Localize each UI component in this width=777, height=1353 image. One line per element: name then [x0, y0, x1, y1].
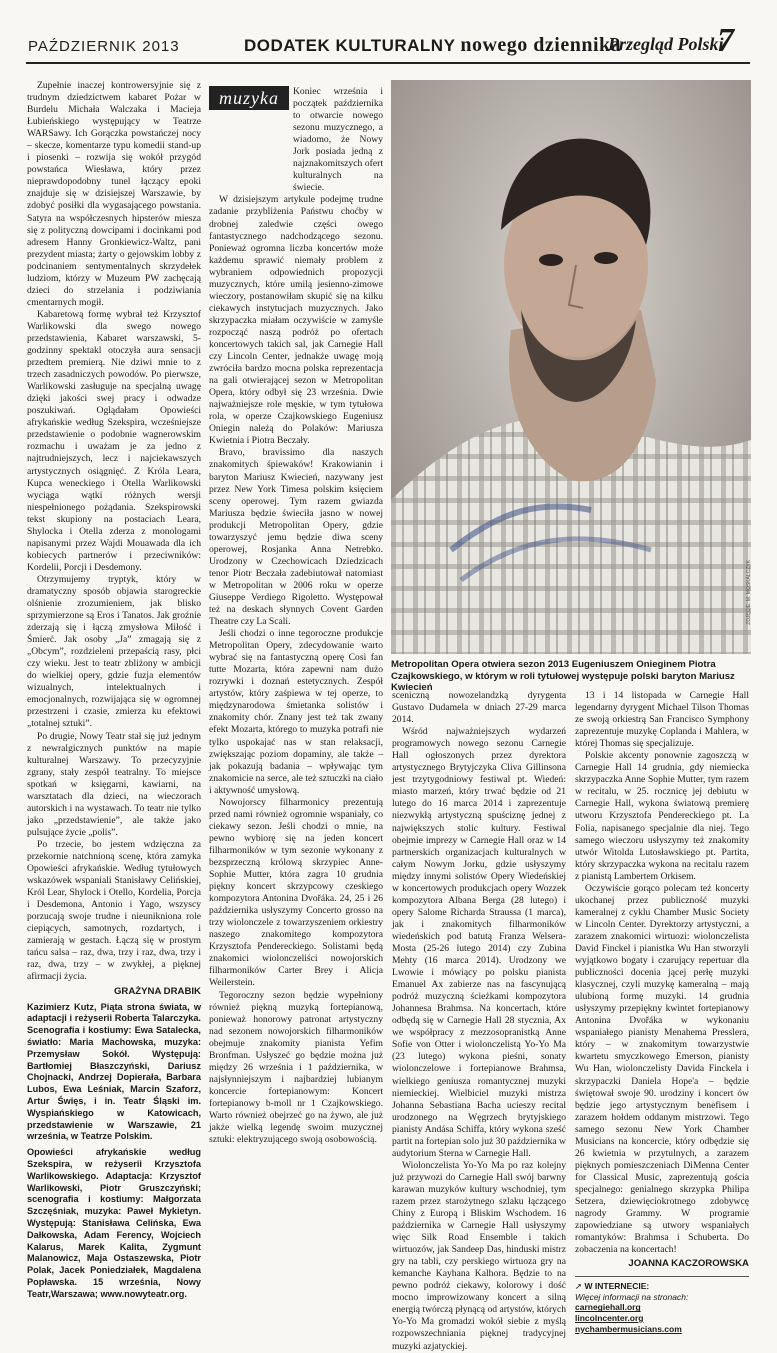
paragraph: Jeśli chodzi o inne tegoroczne produkcje Metropolitan Opery, zdecydowanie warto wybrać się na fantastyczną operę Così fan tutte Mozarta, która zapewni nam dużo rozrywki i doznań estetycznych. Zespół artystów, który zaśpiewa w tej operze, to międzynarodowa śmietanka solistów i znakomity chór. Znany jest też tak zwany efekt Mozarta, którego to muzyka potrafi nie tylko uspokajać nas w stan relaksacji, zwiększając poziom dopaminy, ale także – jak pokazują badania – wpływając tym znakomicie na serce, ale też sztuczki na ciało i aktywność umysłową. — [209, 628, 383, 796]
paragraph: Nowojorscy filharmonicy prezentują przed nami również ogromnie wspaniały, co ciekawy sezon. Jeśli chodzi o mnie, na pewno wybiorę się na jeden koncert filharmoników w tym sezonie wykonany z bezsprzeczną królową skrzypiec Anne-Sophie Mutter, która zagra 10 grudnia piękny koncert skrzypcowy czeskiego kompozytora Antonina Dvořáka. 24, 25 i 26 października usłyszymy Concerto grosso na trzy wiolonczele z towarzyszeniem orkiestry naszego znakomitego kompozytora Krzysztofa Pendereckiego. Solistami będą znakomici wiolonczeliści nowojorskich filharmoników Carter Brey i Alicja Weilerstein. — [209, 796, 383, 989]
page-header — [0, 0, 777, 70]
column-theatre-review — [27, 80, 201, 1299]
paragraph: Tegoroczny sezon będzie wypełniony również piękną muzyką fortepianową, ponieważ honorowy patronat artystyczny nad sezonem nowojorskich filharmoników obejmuje znakomity pianista Yefim Bronfman. Usłyszeć go będzie można już między 26 września i 1 października, w najsłynniejszym i najbardziej lubianym koncercie fortepianowym: Koncert fortepianowy b-moll nr 1 Czajkowskiego. Warto również obejrzeć go na żywo, ale już jakże wielką legendę swoim muzycznej sztuki: elektryzującego swoją osobowością. — [209, 989, 383, 1146]
paragraph: Polskie akcenty ponownie zagoszczą w Carnegie Hall 14 grudnia, gdy niemiecka skrzypaczka Anne Sophie Mutter, tym razem w recitalu, w 25. rocznicę jej debiutu w Carnegie Hall, wykona światową premierę utworu Krzysztofa Pendereckiego pt. La Folia, napisanego specjalnie dla niej. Tego samego wieczoru usłyszymy też znakomity utwór Witolda Lutosławskiego pt. Partita, który skrzypaczka wykona na recitalu razem z pianistą Lambertem Orkisem. — [575, 750, 749, 882]
paragraph: Wśród najważniejszych wydarzeń programowych nowego sezonu Carnegie Hall ogłoszonych przez dyrektora artystycznego Brytyjczyka Cliva Gillinsona jest trzytygodniowy festiwal pt. Wiedeń: miasto marzeń, który trwać będzie od 21 lutego do 16 marca 2014 i zaprezentuje niezwykłą artystyczną spuściznę jednej z największych stolic kultury. Festiwal obejmie imprezy w Carnegie Hall oraz w 14 partnerskich organizacjach kulturalnych w całym Nowym Jorku, gdzie usłyszymy między innymi solistów Opery Wiedeńskiej w koncertowych produkcjach opery Wozzek kompozytora Albana Berga (28 lutego) i opery Salome Richarda Straussa (1 marca), jak i znakomitych filharmoników wiedeńskich pod batutą Franza Welsera-Mosta (25-26 lutego 2014) czy Zubina Mehty (16 marca 2014). Urodzony we Lwowie i mówiący po polsku pianista Emanuel Ax zabierze nas na fascynującą podróż muzyczną ścieżkami kompozytora Johannesa Brahmsa. Na koncertach, które odbędą się w Carnegie Hall 28 stycznia, Ax we współpracy z mezzosopranistką Anne Sofie von Otter i wiolonczelistą Yo-Yo Ma (23 lutego) wykona pieśni, sonaty wiolonczelowe i fortepianowe Brahmsa, wielkiego geniusza romantycznej muzyki niemieckiej. Wielbiciel muzyki mistrza Johanna Sebastiana Bacha ucieszy recital urodzonego na Węgrzech brytyjskiego pianisty Andása Schiffa, który wykona sześć partit na fortepian solo już 30 października w audytorium Sterna w Carnegie Hall. — [392, 726, 566, 1159]
photo-caption: Metropolitan Opera otwiera sezon 2013 Eugeniuszem Onieginem Piotra Czajkowskiego, w którym w roli tytułowej występuje polski baryton Mariusz Kwiecień — [391, 659, 735, 694]
paragraph: Po trzecie, bo jestem wdzięczna za przekornie natchnioną scenę, która zamyka Opowieści afrykańskie. Według tytułowych wskazówek wspaniali Stanisławy Celińskiej, Król Lear, Shylock i Otello, Kordelia, Porcja i Desdemona, Antonio i Yago, wszyscy porzucają swoje trudne i nieunikniona role ciepiących, samotnych, rozdartych, i zamierają w gestach. Łączą się w prostym tańcu salsa – raz, dwa, trzy i raz, dwa, trzy i raz, dwa, trzy – w zwykłej, a pięknej afirmacji życia. — [27, 838, 201, 983]
paragraph: 13 i 14 listopada w Carnegie Hall legendarny dyrygent Michael Tilson Thomas ze swoją orkiestrą San Francisco Symphony zaprezentuje muzykę Coplanda i Mahlera, w której Thomas się specjalizuje. — [575, 690, 749, 750]
web-heading-row — [575, 1281, 749, 1292]
portrait-illustration — [391, 80, 751, 654]
column-music-end — [575, 690, 749, 1334]
header-rule — [26, 62, 750, 64]
supplement-title — [244, 34, 621, 57]
newspaper-name: nowego dziennika — [460, 34, 622, 56]
column-music-article — [209, 86, 383, 1146]
paragraph: Kabaretową formę wybrał też Krzysztof Warlikowski dla swego nowego przedstawienia, Kabaret warszawski, 5-godzinny spektakl otoczyła aura sensacji przedtem premierą. Nie dziwi mnie to z trzech zasadniczych powodów. Po pierwsze, Warlikowski zasługuje na specjalną uwagę dzięki jakości swej pracy i odwadze poszukiwań. Oglądałam Opowieści afrykańskie według Szekspira, wcześniejsze przedstawienie o podobnie wagnerowskim rozmachu i uważam je za jedno z najtrudniejszych, lecz i najciekawszych artystycznych osiągnięć. Z Króla Leara, Kupca weneckiego i Otella Warlikowski wyciąga wątki różnych wersji niespełnionego pożądania. Szekspirowski tekst skupiony na postaciach Leara, Shylocka i Otella zderza z monologami napisanymi przez Wajdi Mouawada dla ich kobiecych partnerów i przeciwników: Kordelii, Porcji i Desdemony. — [27, 308, 201, 573]
web-heading: W INTERNECIE: — [584, 1281, 650, 1292]
author-signature: GRAŻYNA DRABIK — [113, 985, 201, 997]
paragraph: Otrzymujemy tryptyk, który w dramatyczny sposób objawia starogreckie olśnienie zrozumieniem, jak blisko sprzymierzone są Eros i Tanatos. Jak groźnie zderzają się i łączą zmysłowa Miłość i Śmierć. Jak osoby „Ja” zmagają się z „Obcym”, rozdzieleni przepaścią rasy, płci czy wieku. Jest to teatr zbliżony w ambicji do wielkiej opery, gdzie fuzja elementów wizualnych, intelektualnych i emocjonalnych, rozwijająca się w ogromnej przestrzeni i czasie, zmierza ku efektowi „totalnej sztuki”. — [27, 573, 201, 730]
portrait-photo — [391, 80, 751, 654]
paragraph: sceniczną nowozelandzką dyrygenta Gustavo Dudamela w dniach 27-29 marca 2014. — [392, 690, 566, 726]
paragraph: Zupełnie inaczej kontrowersyjnie się z trudnym dziedzictwem kabaret Pożar w Burdelu Michała Walczaka i Macieja Łubieńskiego występujący w Teatrze WARSawy. Ich Gorączka powstańczej nocy – skecze, komentarze typu komedii stand-up i piosenki – rozwija się wokół przygód powstańca Wiesława, który przez nieprawdopodobny tunel łączący epoki znajduje się w dzisiejszej Warszawie, by zdobyć posiłki dla wygasającego powstania. Satyra na współczesnych hipsterów miesza się z polityczną dowcipami i docinkami pod adresem Hanny Gronkiewicz-Waltz, pani prezydent miasta; żarty o gejowskim lobby z podcinaniem sentymentalnych skrzydełek ludziom, którzy w Muzeum PW zachęcają dzieci do strzelania i podziwiania cmentarnych mogił. — [27, 80, 201, 308]
paragraph: Oczywiście gorąco polecam też koncerty ukochanej przez publiczność muzyki kameralnej z cyklu Chamber Music Society w Lincoln Center. Dyrektorzy artystyczni, a zarazem znakomici wirtuozi: wiolonczelista David Finckel i pianistka Wu Han stworzyli wyjątkowo bogaty i czarujący repertuar dla publiczności docenia jącej perłę muzyki klasycznej, czyli muzykę kameralną – mają ulubioną formę muzyki. 14 grudnia usłyszymy przepiękny kwintet fortepianowy Antonina Dvořáka w wykonaniu wspaniałego pianisty Menahema Presslera, który – w znakomitym towarzystwie kwartetu smyczkowego Emerson, pianisty Wu Han, wiolonczelisty Davida Finckela i skrzypaczki Daniela Hope'a – będzie świętował swoje 90. urodziny i koncert ów będzie jego artystycznym benefisem i zarazem hołdem oddanym mistrzowi. Tego samego sezonu New York Chamber Musicians na koncercie, który odbędzie się 26 kwietnia w przytulnych, a zarazem pięknych pomieszczeniach DiMenna Center for Classical Music, zaprezentują gościa specjalnego: genialnego skrzypka Philipa Setzera, dziewięciokrotnego zdobywcę nagrody Grammy. W programie zapowiedziane są utwory wspaniałych romantyków: Brahmsa i Schuberta. Do zobaczenia na koncertach! — [575, 882, 749, 1256]
paragraph: Wiolonczelista Yo-Yo Ma po raz kolejny już przywozi do Carnegie Hall swój barwny karawan muzyków kultury wschodniej, tym razem przez starożytnego szlaku łączącego Chiny z Europą i Bliskim Wschodem. 16 października w Carnegie Hall usłyszymy więc Silk Road Ensemble i takich wirtuozów, jak Sandeep Das, hinduski mistrz gry na tabli, czy perskiego wirtuoza gry na kemanche Kayhana Kalhora. Będzie to na pewno podróż ciekawy, kolorowy i dość mocno improwizowany koncert a silną energią twórczą płynącą od artystów, których Yo-Yo Ma gromadzi wokół siebie z myślą rozpowszechniania pięknej tradycyjnej muzyki azjatyckiej. — [392, 1159, 566, 1352]
section-kicker: muzyka — [209, 86, 289, 110]
production-info: Opowieści afrykańskie według Szekspira, w reżyserii Krzysztofa Warlikowskiego. Adaptacja: Krzysztof Warlikowski, Piotr Gruszczyński; scenografia i kostiumy: Małgorzata Szczęśniak, muzyka: Paweł Mykietyn. Występują: Stanisława Celińska, Ewa Dałkowska, Adam Ferency, Wojciech Kalarus, Marek Kalita, Zygmunt Malanowicz, Maja Ostaszewska, Piotr Polak, Jacek Poniedziałek, Magdalena Popławska. 15 września, Nowy Teatr,Warszawa; www.nowyteatr.org. — [27, 1147, 201, 1299]
supplement-label: DODATEK KULTURALNY — [244, 36, 456, 55]
link-carnegiehall[interactable]: carnegiehall.org — [575, 1302, 641, 1313]
author-signature: JOANNA KACZOROWSKA — [628, 1258, 749, 1270]
web-subheading: Więcej informacji na stronach: — [575, 1291, 689, 1302]
paragraph: W dzisiejszym artykule podejmę trudne zadanie przybliżenia Państwu choćby w drobnej zaledwie części owego fantastycznego nadchodzącego sezonu. Ponieważ ogromna liczba koncertów może każdemu sprawić niemały problem z wybraniem odpowiednich propozycji muzycznych, które umilą jesienno-zimowe wieczory, postanowiłam skupić się na kilku ciekawych instytucjach muzycznych. Jako skrzypaczka miałam oczywiście w zamyśle rozpocząć naszą podróż po ofertach koncertowych takich sal, jak Carnegie Hall czy Lincoln Center, jednakże uwagę moją zwróciła bardzo mocna polska reprezentacja na gali otwierającej sezon w Metropolitan Opera, który odbył się 23 września. Dwie najważniejsze role męskie, w tym tytułowa rola, w operze Czajkowskiego Eugeniusz Oniegin należą do Polaków: Mariusza Kwietnia i Piotra Beczały. — [209, 194, 383, 447]
production-info: Kazimierz Kutz, Piąta strona świata, w adaptacji i reżyserii Roberta Talarczyka. Scenografia i kostiumy: Ewa Satalecka, światło: Maria Machowska, muzyka: Przemysław Sokół. Występują: Bartłomiej Błaszczyński, Dariusz Chojnacki, Andrzej Dopierała, Barbara Lubos, Ewa Leśniak, Marcin Szaforz, Artur Święs, i in. Teatr Śląski im. Wyspiańskiego w Katowicach, przedstawienie w Warszawie, 21 września, w Teatrze Polskim. — [27, 1001, 201, 1142]
cursor-icon: ➚ — [575, 1281, 583, 1292]
column-music-continued — [392, 690, 566, 1352]
page-number: 7 — [717, 22, 734, 59]
link-nychambermusicians[interactable]: nychambermusicians.com — [575, 1323, 682, 1334]
web-links-box — [575, 1276, 749, 1334]
paragraph: Bravo, bravissimo dla naszych znakomitych śpiewaków! Krakowianin i baryton Mariusz Kwiecień, nazywany jest przez New York Timesa polskim księciem sceny operowej. Tym razem gwiazda Mariusza będzie świeciła jasno w nowej produkcji Metropolitan Opery, gdzie towarzyszyć jemu będzie diwa sceny operowej, Rosjanka Anna Netrebko. Urodzony w Czechowicach Dziedzicach tenor Piotr Beczała zadebiutował natomiast w Metropolitan w 2006 roku w operze Giuseppe Verdiego Rigoletto. Występował też na deskach słynnych Covent Garden Theatre czy La Scali. — [209, 447, 383, 628]
lead-paragraph: Koniec września i początek października to otwarcie nowego sezonu muzycznego, a wiadomo, że Nowy Jork posiada jedną z najznakomitszych ofert kulturalnych na świecie. — [293, 86, 383, 194]
issue-date: PAŹDZIERNIK 2013 — [28, 38, 180, 55]
section-brand: Przegląd Polski — [608, 34, 724, 54]
paragraph: Po drugie, Nowy Teatr stał się już jednym z newralgicznych punktów na mapie kulturalnej Warszawy. To przecyzyjnie zgrany, stały zespół teatralny. To miejsce spotkań w księgarni, kawiarni, na warsztatach dla dzieci, na wieczorach autorskich i na wystawach. To teatr nie tylko jako „przedstawienie”, ale także jako pulsujące życie „polis”. — [27, 730, 201, 838]
photo-credit: ZDJĘCIE: M. MOSKALCZYK — [746, 560, 752, 625]
link-lincolncenter[interactable]: lincolncenter.org — [575, 1313, 644, 1324]
